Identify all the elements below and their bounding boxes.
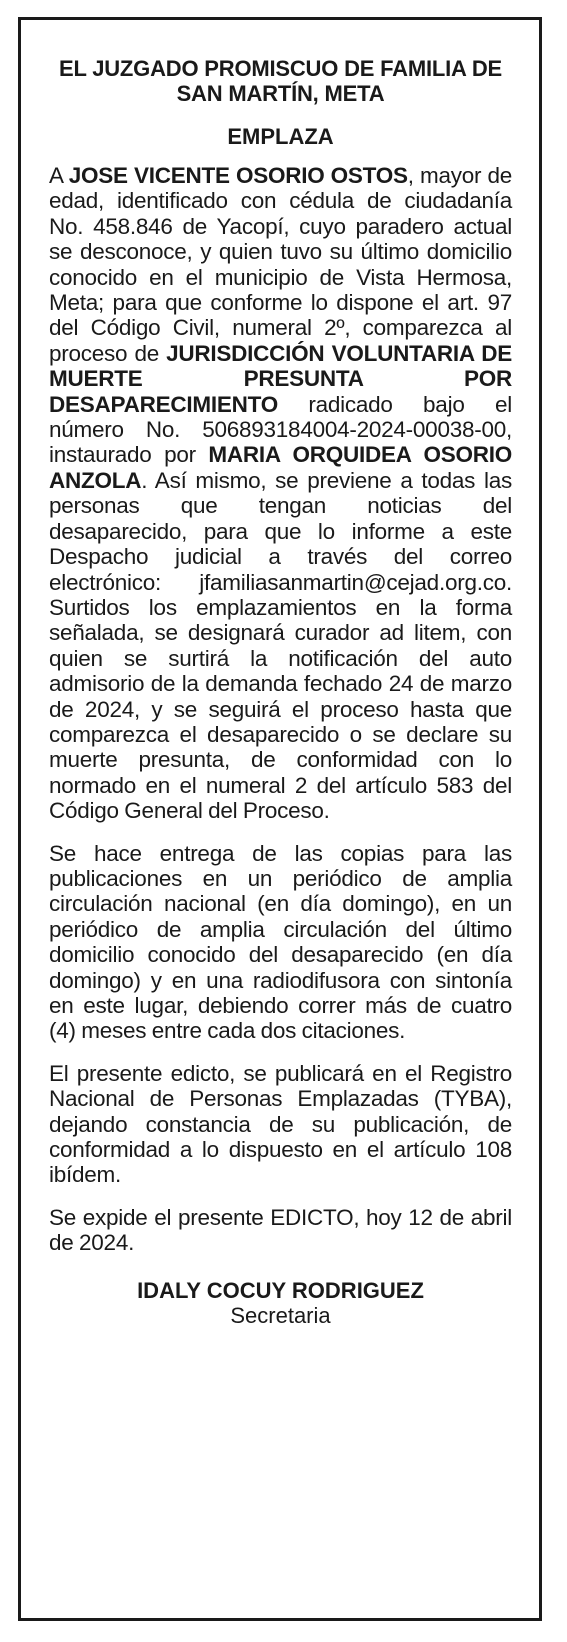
process-type: JURISDICCIÓN VOLUNTARIA DE MUERTE PRESUNTA POR DESAPARECIMIENTO bbox=[49, 340, 512, 417]
signer-role: Secretaria bbox=[230, 1302, 331, 1328]
plaintiff-name: MARIA ORQUIDEA OSORIO ANZOLA bbox=[49, 442, 512, 493]
action-heading: EMPLAZA bbox=[227, 124, 334, 149]
registry-paragraph: El presente edicto, se publicará en el Registro Nacional de Personas Emplazadas (TYBA), dejando constancia de su publicación, de conformidad a lo dispuesto en el artículo 108 ibídem. bbox=[49, 1060, 512, 1188]
summoned-person: JOSE VICENTE OSORIO OSTOS bbox=[68, 163, 408, 188]
signer-name: IDALY COCUY RODRIGUEZ bbox=[137, 1277, 424, 1303]
edict-frame bbox=[18, 17, 542, 1621]
summons-paragraph bbox=[49, 163, 512, 824]
court-title: EL JUZGADO PROMISCUO DE FAMILIA DE SAN MARTÍN, META bbox=[58, 56, 502, 106]
issue-date-paragraph: Se expide el presente EDICTO, hoy 12 de abril de 2024. bbox=[49, 1204, 512, 1256]
text-segment: , mayor de edad, identificado con cédula de ciudadanía No. 458.846 de Yacopí, cuyo paradero actual se desconoce, y quien tuvo su último domicilio conocido en el municipio de Vista Hermosa, Meta; para que conforme lo dispone el art. 97 del Código Civil, numeral 2º, comparezca al proceso de bbox=[49, 163, 512, 366]
text-segment: . Así mismo, se previene a todas las personas que tengan noticias del desaparecido, para que lo informe a este Despacho judicial a través del correo electrónico: jfamiliasanmartin@cejad.org.co. Surtidos los emplazamientos en la forma señalada, se designará curador ad litem, con quien se surtirá la notificación del auto admisorio de la demanda fechado 24 de marzo de 2024, y se seguirá el proceso hasta que comparezca el desaparecido o se declare su muerte presunta, de conformidad con lo normado en el numeral 2 del artículo 583 del Código General del Proceso. bbox=[49, 467, 512, 824]
publication-paragraph: Se hace entrega de las copias para las publicaciones en un periódico de amplia circulación nacional (en día domingo), en un periódico de amplia circulación del último domicilio conocido del desaparecido (en día domingo) y en una radiodifusora con sintonía en este lugar, debiendo correr más de cuatro (4) meses entre cada dos citaciones. bbox=[49, 840, 512, 1044]
text-segment: radicado bajo el número No. 506893184004-2024-00038-00, instaurado por bbox=[49, 391, 512, 468]
text-segment: A bbox=[49, 163, 69, 188]
